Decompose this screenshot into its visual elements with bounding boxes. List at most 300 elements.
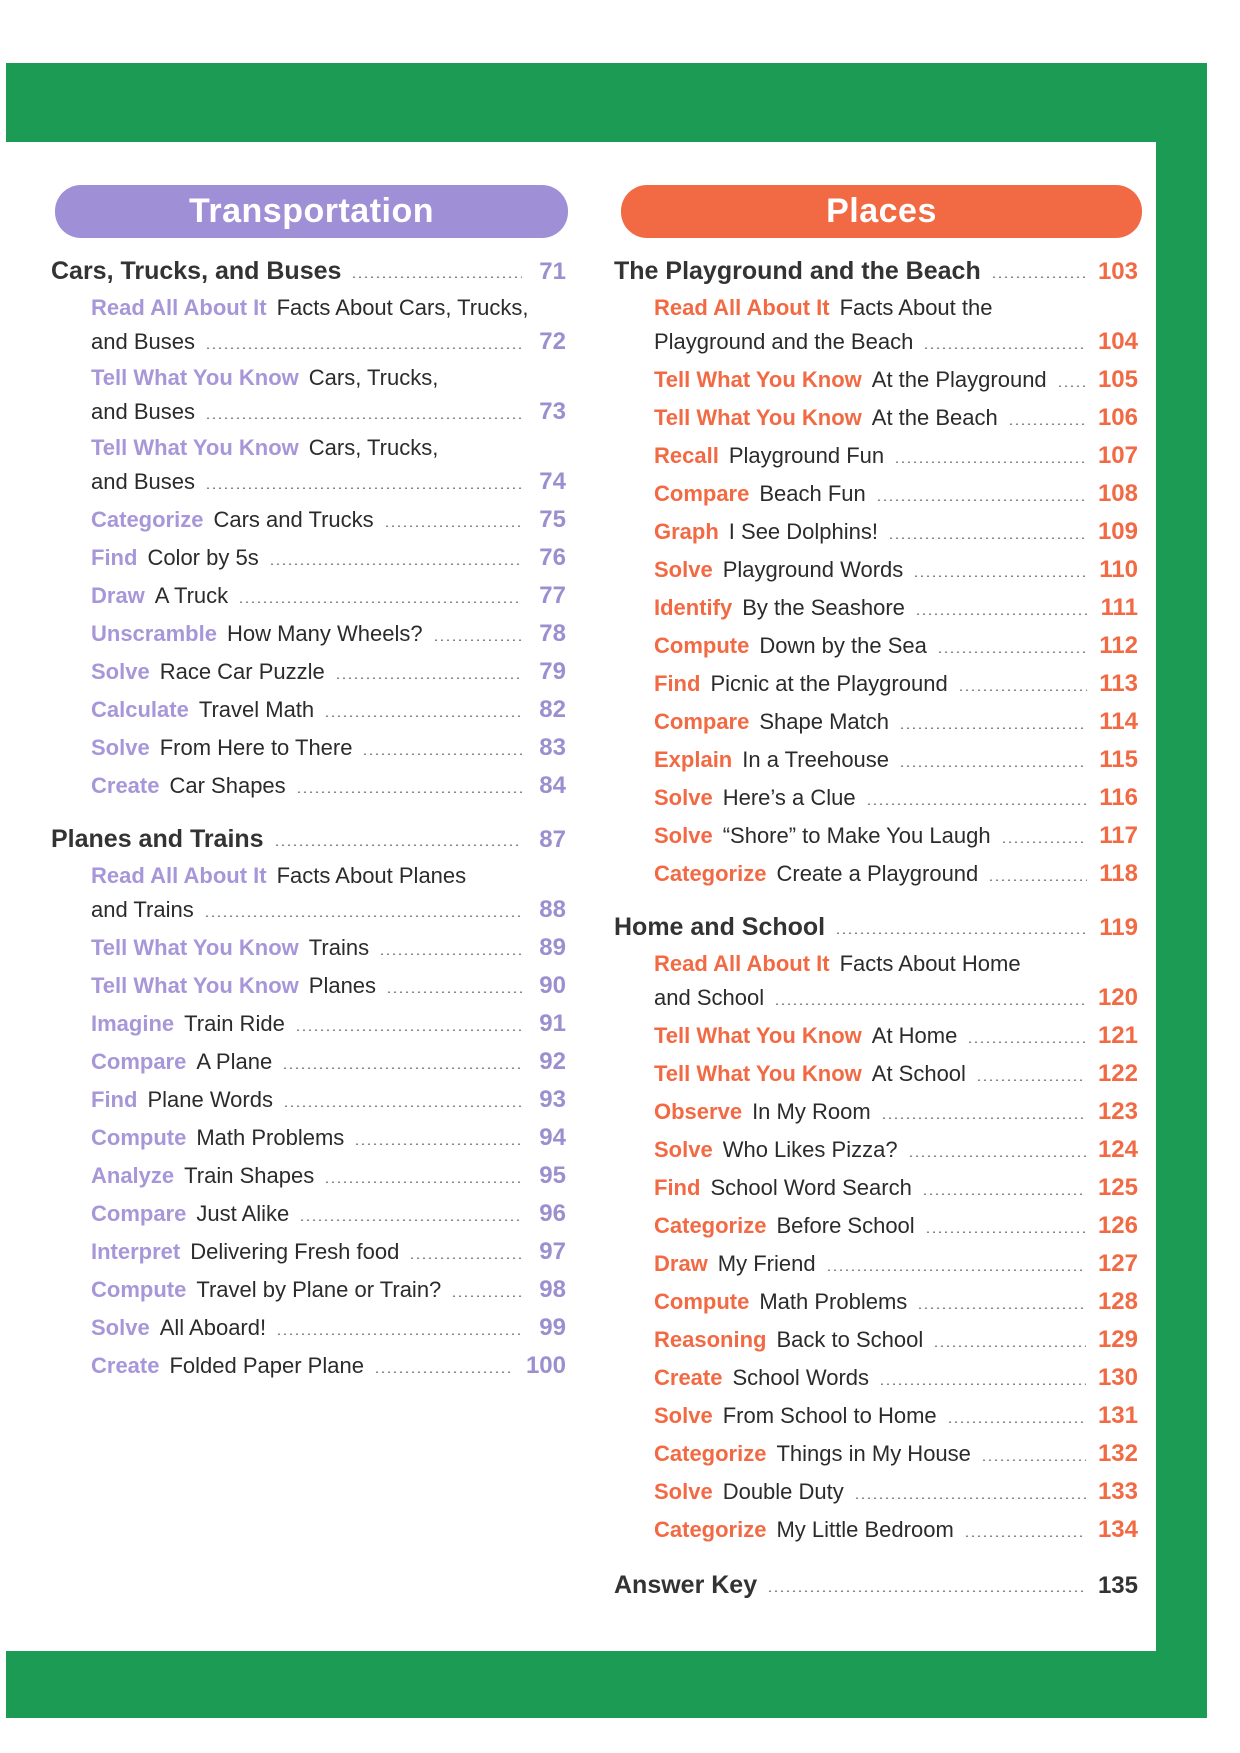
toc-entry[interactable]: [614, 1207, 1138, 1245]
entry-title: At the Beach: [871, 405, 998, 430]
entry-line: [91, 501, 566, 539]
toc-entry[interactable]: [614, 589, 1138, 627]
entry-page-number: 91: [539, 1010, 566, 1037]
entry-title-continued: and Buses: [91, 469, 195, 494]
entry-title: Here’s a Clue: [722, 785, 856, 810]
entry-page-number: 88: [539, 896, 566, 923]
entry-title: Delivering Fresh food: [190, 1239, 400, 1264]
entry-title: At the Playground: [871, 367, 1047, 392]
entry-page-number: 107: [1097, 442, 1138, 469]
toc-entry[interactable]: [614, 437, 1138, 475]
entry-page-number: 104: [1097, 328, 1138, 355]
leader-dots: [908, 1155, 1086, 1157]
activity-verb: Tell What You Know: [654, 405, 862, 430]
entry-title: Just Alike: [196, 1201, 290, 1226]
activity-verb: Reasoning: [654, 1327, 767, 1352]
entry-line: [91, 767, 566, 805]
entry-text: [654, 1511, 954, 1549]
entry-page-number: 84: [539, 772, 566, 799]
entry-title: A Plane: [196, 1049, 273, 1074]
toc-entry[interactable]: [51, 1347, 566, 1385]
toc-entry[interactable]: [51, 501, 566, 539]
entry-text: [654, 1397, 937, 1435]
entry-line: [654, 1207, 1138, 1245]
toc-entry[interactable]: [51, 361, 566, 431]
toc-entry[interactable]: [614, 1055, 1138, 1093]
entry-page-number: 109: [1097, 518, 1138, 545]
entry-text: [654, 1017, 957, 1055]
entry-title: A Truck: [154, 583, 229, 608]
leader-dots: [1001, 841, 1088, 843]
leader-dots: [958, 689, 1088, 691]
toc-entry[interactable]: [614, 855, 1138, 893]
entry-text: [654, 513, 878, 551]
places-banner: Places: [621, 185, 1142, 238]
entry-title: From School to Home: [722, 1403, 937, 1428]
entry-line: [91, 1043, 566, 1081]
section-page-number: 87: [539, 826, 566, 853]
entry-title: Plane Words: [147, 1087, 273, 1112]
section-header[interactable]: [614, 907, 1138, 947]
activity-verb: Solve: [654, 1479, 713, 1504]
activity-verb: Tell What You Know: [654, 1061, 862, 1086]
entry-line: [654, 741, 1138, 779]
entry-title: Math Problems: [759, 1289, 908, 1314]
entry-text: [654, 475, 866, 513]
entry-text: [91, 1347, 364, 1385]
entry-title-continued: and School: [654, 985, 765, 1010]
entry-title: Travel by Plane or Train?: [196, 1277, 442, 1302]
entry-line: [654, 817, 1138, 855]
section-header[interactable]: [51, 251, 566, 291]
entry-page-number: 74: [539, 468, 566, 495]
activity-verb: Graph: [654, 519, 719, 544]
entry-title: School Words: [732, 1365, 870, 1390]
entry-text: [91, 653, 325, 691]
entry-text: [654, 1245, 816, 1283]
entry-page-number: 132: [1097, 1440, 1138, 1467]
entry-line: [654, 1055, 1138, 1093]
leader-dots: [925, 1231, 1086, 1233]
activity-verb: Compute: [654, 633, 750, 658]
toc-entry[interactable]: [614, 741, 1138, 779]
toc-entry[interactable]: [614, 1321, 1138, 1359]
entry-text: [654, 1055, 966, 1093]
toc-entry[interactable]: [51, 1195, 566, 1233]
section-header[interactable]: [51, 819, 566, 859]
leader-dots: [976, 1079, 1086, 1081]
entry-title-continued: and Trains: [91, 897, 194, 922]
entry-first-line: [654, 947, 1138, 979]
entry-title: Travel Math: [198, 697, 315, 722]
entry-page-number: 73: [539, 398, 566, 425]
leader-dots: [923, 347, 1086, 349]
entry-page-number: 123: [1097, 1098, 1138, 1125]
leader-dots: [324, 715, 522, 717]
entry-first-line: [91, 859, 566, 891]
transportation-column: [51, 185, 566, 1385]
leader-dots: [876, 499, 1086, 501]
toc-entry[interactable]: [614, 665, 1138, 703]
entry-page-number: 113: [1099, 670, 1138, 697]
entry-text: [654, 1169, 912, 1207]
entry-line: [654, 1397, 1138, 1435]
entry-text: [654, 779, 856, 817]
entry-page-number: 122: [1097, 1060, 1138, 1087]
answer-key-row[interactable]: [614, 1565, 1138, 1605]
entry-line: [654, 361, 1138, 399]
leader-dots: [276, 1333, 522, 1335]
toc-entry[interactable]: [51, 539, 566, 577]
entry-title-continued: Playground and the Beach: [654, 329, 914, 354]
toc-entry[interactable]: [614, 1511, 1138, 1549]
toc-entry[interactable]: [614, 1093, 1138, 1131]
entry-title: Folded Paper Plane: [169, 1353, 364, 1378]
entry-text: [654, 665, 948, 703]
toc-entry[interactable]: [51, 431, 566, 501]
entry-text: [91, 501, 374, 539]
entry-text: [654, 589, 905, 627]
entry-page-number: 131: [1097, 1402, 1138, 1429]
entry-title: Create a Playground: [776, 861, 979, 886]
entry-line: [654, 1245, 1138, 1283]
activity-verb: Compare: [654, 481, 750, 506]
section-title: The Playground and the Beach: [614, 257, 981, 285]
activity-verb: Read All About It: [654, 951, 830, 976]
leader-dots: [335, 677, 522, 679]
entry-second-line: [654, 323, 1138, 361]
entry-page-number: 112: [1099, 632, 1138, 659]
activity-verb: Calculate: [91, 697, 189, 722]
toc-entry[interactable]: [614, 1397, 1138, 1435]
entry-line: [654, 1321, 1138, 1359]
entry-title: Cars, Trucks,: [308, 365, 439, 390]
entry-page-number: 111: [1100, 594, 1138, 621]
leader-dots: [374, 1371, 514, 1373]
entry-line: [654, 1359, 1138, 1397]
toc-entry[interactable]: [51, 291, 566, 361]
leader-dots: [888, 537, 1086, 539]
leader-dots: [386, 991, 522, 993]
entry-text: [91, 1195, 289, 1233]
toc-entry[interactable]: [614, 1473, 1138, 1511]
activity-verb: Categorize: [654, 861, 767, 886]
section-page-number: 119: [1099, 914, 1138, 941]
entry-page-number: 128: [1097, 1288, 1138, 1315]
activity-verb: Tell What You Know: [91, 973, 299, 998]
toc-entry[interactable]: [51, 967, 566, 1005]
entry-text: [91, 1157, 314, 1195]
toc-entry[interactable]: [51, 859, 566, 929]
leader-dots: [866, 803, 1088, 805]
entry-title: Double Duty: [722, 1479, 844, 1504]
leader-dots: [324, 1181, 522, 1183]
entry-page-number: 77: [539, 582, 566, 609]
entry-line: [654, 1511, 1138, 1549]
toc-entry[interactable]: [614, 399, 1138, 437]
toc-entry[interactable]: [51, 1309, 566, 1347]
entry-text: [654, 627, 927, 665]
entry-title: Color by 5s: [147, 545, 259, 570]
leader-dots: [964, 1535, 1086, 1537]
toc-entry[interactable]: [51, 1271, 566, 1309]
entry-title-continued: and Buses: [91, 329, 195, 354]
entry-second-line: [91, 323, 566, 361]
toc-entry[interactable]: [614, 1359, 1138, 1397]
entry-title: By the Seashore: [742, 595, 905, 620]
leader-dots: [894, 461, 1086, 463]
entry-line: [654, 513, 1138, 551]
entry-second-line: [91, 463, 566, 501]
toc-entry[interactable]: [51, 1157, 566, 1195]
entry-title: How Many Wheels?: [226, 621, 423, 646]
entry-title: Down by the Sea: [759, 633, 927, 658]
toc-entry[interactable]: [51, 1119, 566, 1157]
activity-verb: Solve: [654, 823, 713, 848]
entry-title: At School: [871, 1061, 966, 1086]
activity-verb: Read All About It: [654, 295, 830, 320]
entry-title: Back to School: [776, 1327, 924, 1352]
entry-text: [91, 967, 376, 1005]
activity-verb: Solve: [654, 1403, 713, 1428]
activity-verb: Tell What You Know: [91, 435, 299, 460]
toc-entry[interactable]: [614, 1283, 1138, 1321]
entry-title: Race Car Puzzle: [159, 659, 325, 684]
entry-page-number: 83: [539, 734, 566, 761]
toc-entry[interactable]: [614, 817, 1138, 855]
entry-title: In My Room: [752, 1099, 871, 1124]
toc-entry[interactable]: [51, 615, 566, 653]
entry-first-line: [654, 291, 1138, 323]
entry-line: [91, 1157, 566, 1195]
activity-verb: Create: [91, 1353, 160, 1378]
leader-dots: [269, 563, 522, 565]
toc-entry[interactable]: [51, 929, 566, 967]
activity-verb: Imagine: [91, 1011, 175, 1036]
entry-title: Things in My House: [776, 1441, 971, 1466]
leader-dots: [384, 525, 522, 527]
activity-verb: Compare: [91, 1201, 187, 1226]
entry-line: [91, 1347, 566, 1385]
entry-line: [654, 779, 1138, 817]
toc-entry[interactable]: [614, 947, 1138, 1017]
entry-text: [91, 729, 352, 767]
leader-dots: [881, 1117, 1086, 1119]
answer-key-title: Answer Key: [614, 1571, 758, 1599]
activity-verb: Solve: [91, 659, 150, 684]
entry-text: [91, 1081, 273, 1119]
toc-entry[interactable]: [614, 551, 1138, 589]
entry-page-number: 108: [1097, 480, 1138, 507]
leader-dots: [433, 639, 522, 641]
entry-line: [91, 729, 566, 767]
leader-dots: [913, 575, 1087, 577]
entry-title: Math Problems: [196, 1125, 345, 1150]
entry-line: [91, 1005, 566, 1043]
activity-verb: Categorize: [91, 507, 204, 532]
entry-line: [654, 627, 1138, 665]
entry-page-number: 95: [539, 1162, 566, 1189]
entry-line: [654, 551, 1138, 589]
entry-line: [91, 691, 566, 729]
leader-dots: [354, 1143, 522, 1145]
leader-dots: [835, 932, 1087, 934]
entry-text: [654, 1207, 915, 1245]
activity-verb: Compute: [91, 1125, 187, 1150]
entry-page-number: 92: [539, 1048, 566, 1075]
leader-dots: [274, 844, 522, 846]
activity-verb: Solve: [654, 1137, 713, 1162]
activity-verb: Analyze: [91, 1163, 175, 1188]
leader-dots: [451, 1295, 522, 1297]
activity-verb: Find: [91, 1087, 138, 1112]
leader-dots: [981, 1459, 1086, 1461]
entry-line: [654, 703, 1138, 741]
entry-first-line: [91, 291, 566, 323]
toc-entry[interactable]: [614, 1017, 1138, 1055]
entry-text: [654, 741, 889, 779]
toc-entry[interactable]: [614, 703, 1138, 741]
entry-page-number: 79: [539, 658, 566, 685]
entry-page-number: 89: [539, 934, 566, 961]
activity-verb: Draw: [91, 583, 145, 608]
entry-text: [654, 1435, 971, 1473]
toc-entry[interactable]: [614, 627, 1138, 665]
entry-text: [654, 437, 884, 475]
entry-page-number: 133: [1097, 1478, 1138, 1505]
toc-entry[interactable]: [614, 291, 1138, 361]
places-column: [614, 185, 1138, 1605]
entry-title: Playground Fun: [728, 443, 885, 468]
entry-line: [654, 1283, 1138, 1321]
entry-page-number: 127: [1097, 1250, 1138, 1277]
toc-entry[interactable]: [51, 767, 566, 805]
activity-verb: Tell What You Know: [654, 367, 862, 392]
activity-verb: Categorize: [654, 1441, 767, 1466]
section-title: Cars, Trucks, and Buses: [51, 257, 342, 285]
activity-verb: Identify: [654, 595, 733, 620]
top-green-band: [6, 63, 1207, 142]
entry-line: [91, 1271, 566, 1309]
leader-dots: [937, 651, 1087, 653]
entry-line: [654, 1435, 1138, 1473]
entry-second-line: [91, 891, 566, 929]
section-page-number: 103: [1097, 258, 1138, 285]
entry-title: All Aboard!: [159, 1315, 267, 1340]
entry-title: Playground Words: [722, 557, 904, 582]
entry-line: [654, 1473, 1138, 1511]
section-title: Planes and Trains: [51, 825, 264, 853]
leader-dots: [1008, 423, 1086, 425]
leader-dots: [282, 1067, 522, 1069]
entry-page-number: 118: [1099, 860, 1138, 887]
entry-page-number: 76: [539, 544, 566, 571]
entry-title: Facts About Cars, Trucks,: [276, 295, 529, 320]
toc-entry[interactable]: [614, 1435, 1138, 1473]
leader-dots: [899, 727, 1087, 729]
entry-title: My Friend: [717, 1251, 816, 1276]
entry-line: [91, 967, 566, 1005]
activity-verb: Recall: [654, 443, 719, 468]
entry-page-number: 90: [539, 972, 566, 999]
toc-entry[interactable]: [614, 475, 1138, 513]
toc-entry[interactable]: [614, 1131, 1138, 1169]
entry-page-number: 125: [1097, 1174, 1138, 1201]
toc-entry[interactable]: [614, 1245, 1138, 1283]
entry-title: Car Shapes: [169, 773, 286, 798]
entry-text: [654, 703, 889, 741]
activity-verb: Create: [654, 1365, 723, 1390]
leader-dots: [238, 601, 522, 603]
entry-title: Trains: [308, 935, 370, 960]
entry-title: Facts About Planes: [276, 863, 467, 888]
activity-verb: Categorize: [654, 1517, 767, 1542]
entry-line: [91, 577, 566, 615]
entry-line: [91, 1195, 566, 1233]
entry-line: [654, 1131, 1138, 1169]
activity-verb: Tell What You Know: [91, 935, 299, 960]
leader-dots: [205, 417, 522, 419]
entry-text: [91, 1233, 399, 1271]
toc-entry[interactable]: [51, 691, 566, 729]
entry-title: My Little Bedroom: [776, 1517, 954, 1542]
entry-page-number: 96: [539, 1200, 566, 1227]
right-green-band: [1156, 63, 1207, 1718]
entry-text: [654, 1093, 871, 1131]
toc-entry[interactable]: [51, 577, 566, 615]
activity-verb: Read All About It: [91, 863, 267, 888]
toc-entry[interactable]: [614, 1169, 1138, 1207]
entry-page-number: 126: [1097, 1212, 1138, 1239]
toc-entry[interactable]: [614, 513, 1138, 551]
leader-dots: [362, 753, 522, 755]
entry-page-number: 78: [539, 620, 566, 647]
activity-verb: Solve: [91, 735, 150, 760]
entry-text: [654, 817, 991, 855]
entry-page-number: 130: [1097, 1364, 1138, 1391]
entry-page-number: 120: [1097, 984, 1138, 1011]
leader-dots: [767, 1590, 1086, 1592]
entry-page-number: 116: [1099, 784, 1138, 811]
entry-text: [654, 1359, 869, 1397]
toc-entry[interactable]: [51, 653, 566, 691]
section-page-number: 71: [539, 258, 566, 285]
activity-verb: Unscramble: [91, 621, 217, 646]
toc-entry[interactable]: [51, 729, 566, 767]
entry-page-number: 105: [1097, 366, 1138, 393]
section-header[interactable]: [614, 251, 1138, 291]
bottom-green-band: [6, 1651, 1207, 1718]
toc-entry[interactable]: [51, 1233, 566, 1271]
leader-dots: [917, 1307, 1086, 1309]
entry-line: [91, 1233, 566, 1271]
toc-entry[interactable]: [51, 1043, 566, 1081]
leader-dots: [295, 1029, 522, 1031]
toc-entry[interactable]: [51, 1005, 566, 1043]
entry-title: Train Ride: [184, 1011, 285, 1036]
entry-first-line: [91, 431, 566, 463]
entry-text: [91, 691, 314, 729]
toc-entry[interactable]: [614, 361, 1138, 399]
leader-dots: [379, 953, 522, 955]
toc-entry[interactable]: [51, 1081, 566, 1119]
activity-verb: Observe: [654, 1099, 743, 1124]
entry-page-number: 99: [539, 1314, 566, 1341]
entry-page-number: 82: [539, 696, 566, 723]
answer-key-page: 135: [1097, 1572, 1138, 1599]
entry-title: Beach Fun: [759, 481, 866, 506]
toc-entry[interactable]: [614, 779, 1138, 817]
